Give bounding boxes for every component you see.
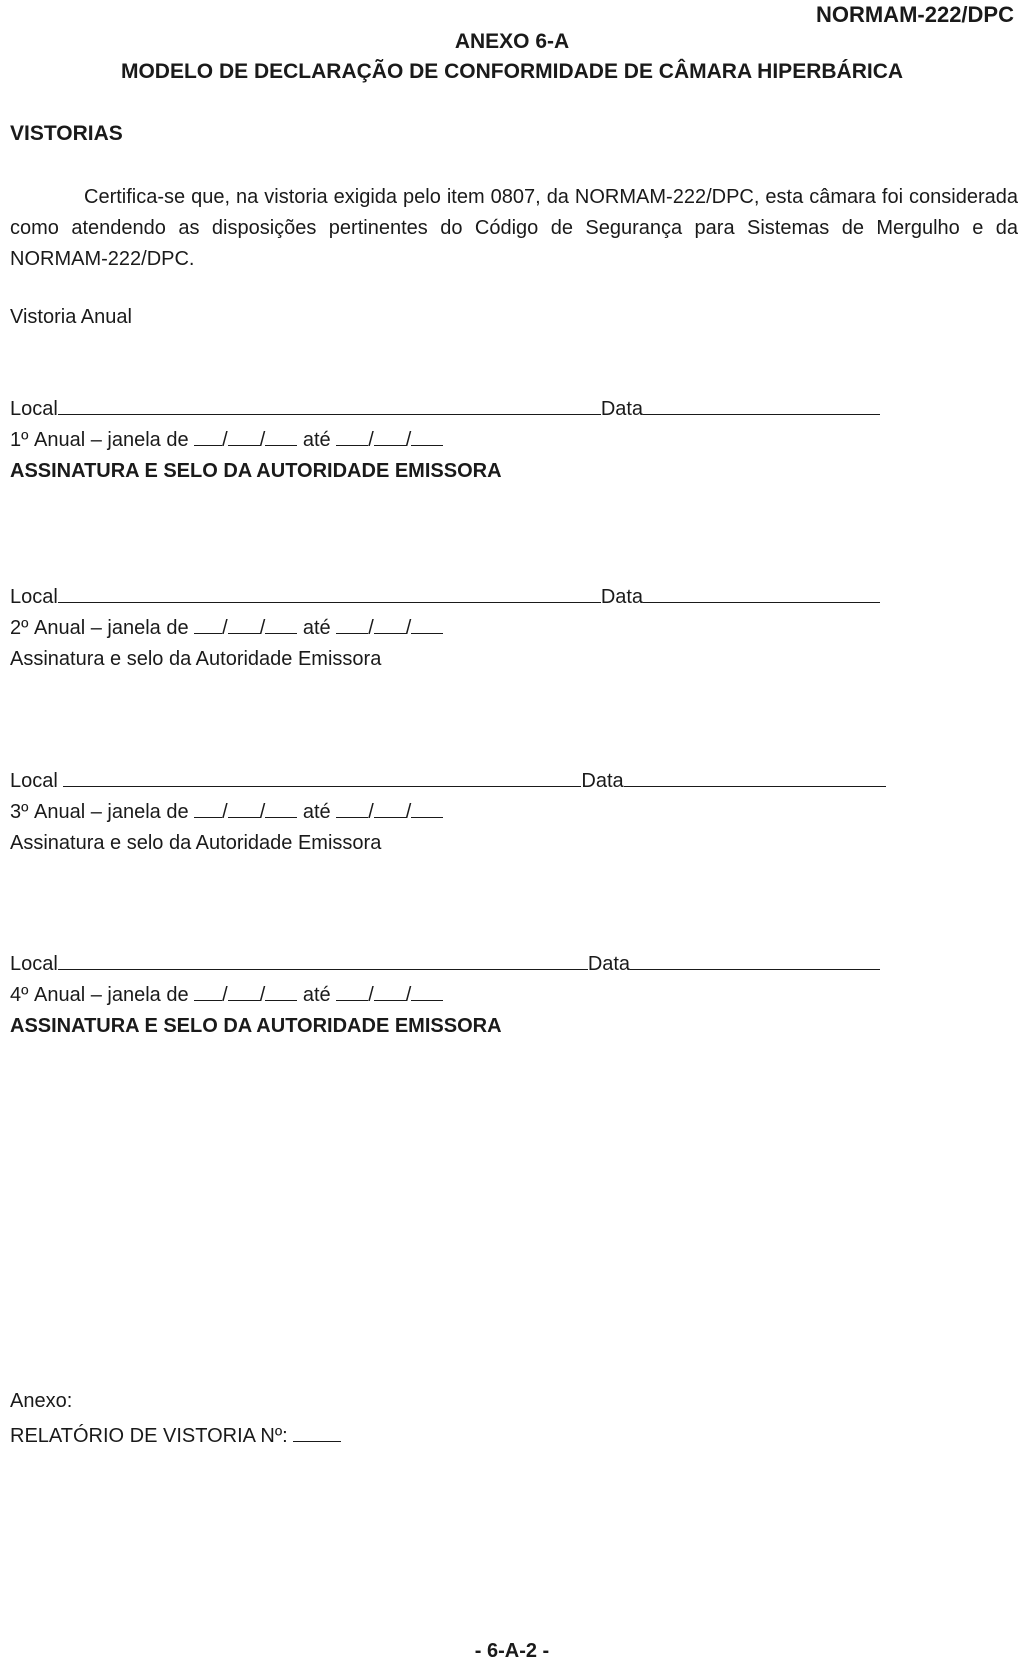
data-input-line[interactable] (630, 949, 880, 970)
date-slash: / (368, 429, 374, 451)
data-label: Data (600, 398, 644, 420)
window-row (10, 613, 1010, 644)
data-input-line[interactable] (643, 394, 880, 415)
data-input-line[interactable] (624, 766, 886, 787)
local-label: Local (10, 586, 58, 608)
location-date-row (10, 949, 1010, 980)
date-slash: / (222, 429, 228, 451)
report-number-label: RELATÓRIO DE VISTORIA Nº: (10, 1425, 288, 1447)
window-row (10, 425, 1010, 456)
inspection-block-2 (10, 582, 1010, 675)
date-slash: / (368, 617, 374, 639)
signature-line: Assinatura e selo da Autoridade Emissora (10, 832, 382, 854)
location-date-row (10, 582, 1010, 613)
location-date-row (10, 394, 1010, 425)
from-month-line[interactable] (228, 797, 260, 818)
page-number: - 6-A-2 - (474, 1640, 550, 1662)
to-year-line[interactable] (411, 613, 443, 634)
until-label: até (302, 801, 331, 823)
report-number-row (10, 1421, 341, 1448)
inspection-number: 4º (10, 984, 29, 1006)
from-month-line[interactable] (228, 425, 260, 446)
model-title: MODELO DE DECLARAÇÃO DE CONFORMIDADE DE CÂMARA HIPERBÁRICA (120, 60, 904, 83)
date-slash: / (405, 984, 412, 1006)
from-year-line[interactable] (265, 980, 297, 1001)
local-label: Local (10, 770, 58, 792)
signature-line: ASSINATURA E SELO DA AUTORIDADE EMISSORA (10, 460, 502, 482)
to-day-line[interactable] (336, 613, 368, 634)
local-label: Local (10, 398, 58, 420)
vistoria-anual-label: Vistoria Anual (10, 306, 132, 328)
local-input-line[interactable] (58, 949, 588, 970)
to-year-line[interactable] (411, 797, 443, 818)
inspection-number: 3º (10, 801, 29, 823)
from-day-line[interactable] (194, 797, 222, 818)
document-code: NORMAM-222/DPC (815, 2, 1014, 27)
date-slash: / (405, 429, 412, 451)
window-row (10, 980, 1010, 1011)
window-label: Anual – janela de (34, 429, 189, 451)
local-input-line[interactable] (63, 766, 581, 787)
date-slash: / (259, 801, 266, 823)
date-slash: / (368, 984, 374, 1006)
from-year-line[interactable] (265, 613, 297, 634)
window-label: Anual – janela de (34, 617, 189, 639)
inspection-number: 2º (10, 617, 29, 639)
date-slash: / (405, 801, 412, 823)
report-number-input-line[interactable] (293, 1421, 341, 1442)
date-slash: / (222, 801, 228, 823)
to-month-line[interactable] (374, 613, 406, 634)
until-label: até (302, 429, 331, 451)
from-year-line[interactable] (265, 797, 297, 818)
date-slash: / (405, 617, 412, 639)
local-label: Local (10, 953, 58, 975)
from-month-line[interactable] (228, 980, 260, 1001)
to-month-line[interactable] (374, 980, 406, 1001)
data-label: Data (587, 953, 631, 975)
to-month-line[interactable] (374, 425, 406, 446)
to-day-line[interactable] (336, 980, 368, 1001)
until-label: até (302, 617, 331, 639)
from-day-line[interactable] (194, 613, 222, 634)
from-day-line[interactable] (194, 980, 222, 1001)
annex-label: Anexo: (10, 1390, 73, 1412)
from-month-line[interactable] (228, 613, 260, 634)
inspection-block-3 (10, 766, 1010, 859)
inspection-number: 1º (10, 429, 29, 451)
date-slash: / (259, 617, 266, 639)
location-date-row (10, 766, 1010, 797)
window-label: Anual – janela de (34, 801, 189, 823)
inspection-block-1 (10, 394, 1010, 487)
until-label: até (302, 984, 331, 1006)
window-row (10, 797, 1010, 828)
from-day-line[interactable] (194, 425, 222, 446)
date-slash: / (222, 984, 228, 1006)
date-slash: / (259, 429, 266, 451)
local-input-line[interactable] (58, 582, 601, 603)
date-slash: / (368, 801, 374, 823)
to-year-line[interactable] (411, 425, 443, 446)
local-input-line[interactable] (58, 394, 601, 415)
inspection-block-4 (10, 949, 1010, 1042)
data-label: Data (581, 770, 624, 792)
window-label: Anual – janela de (34, 984, 189, 1006)
from-year-line[interactable] (265, 425, 297, 446)
date-slash: / (222, 617, 228, 639)
certification-text: Certifica-se que, na vistoria exigida pelo item 0807, da NORMAM-222/DPC, esta câmara foi considerada como atendendo as disposições pertinentes do Código de Segurança para Sistemas de Mergulho e da NORMAM-222/DPC. (10, 186, 1018, 270)
to-year-line[interactable] (411, 980, 443, 1001)
to-day-line[interactable] (336, 797, 368, 818)
data-input-line[interactable] (643, 582, 880, 603)
annex-title: ANEXO 6-A (454, 30, 570, 53)
section-title: VISTORIAS (10, 122, 123, 145)
date-slash: / (259, 984, 266, 1006)
data-label: Data (600, 586, 644, 608)
signature-line: Assinatura e selo da Autoridade Emissora (10, 648, 382, 670)
to-day-line[interactable] (336, 425, 368, 446)
signature-line: ASSINATURA E SELO DA AUTORIDADE EMISSORA (10, 1015, 502, 1037)
to-month-line[interactable] (374, 797, 406, 818)
